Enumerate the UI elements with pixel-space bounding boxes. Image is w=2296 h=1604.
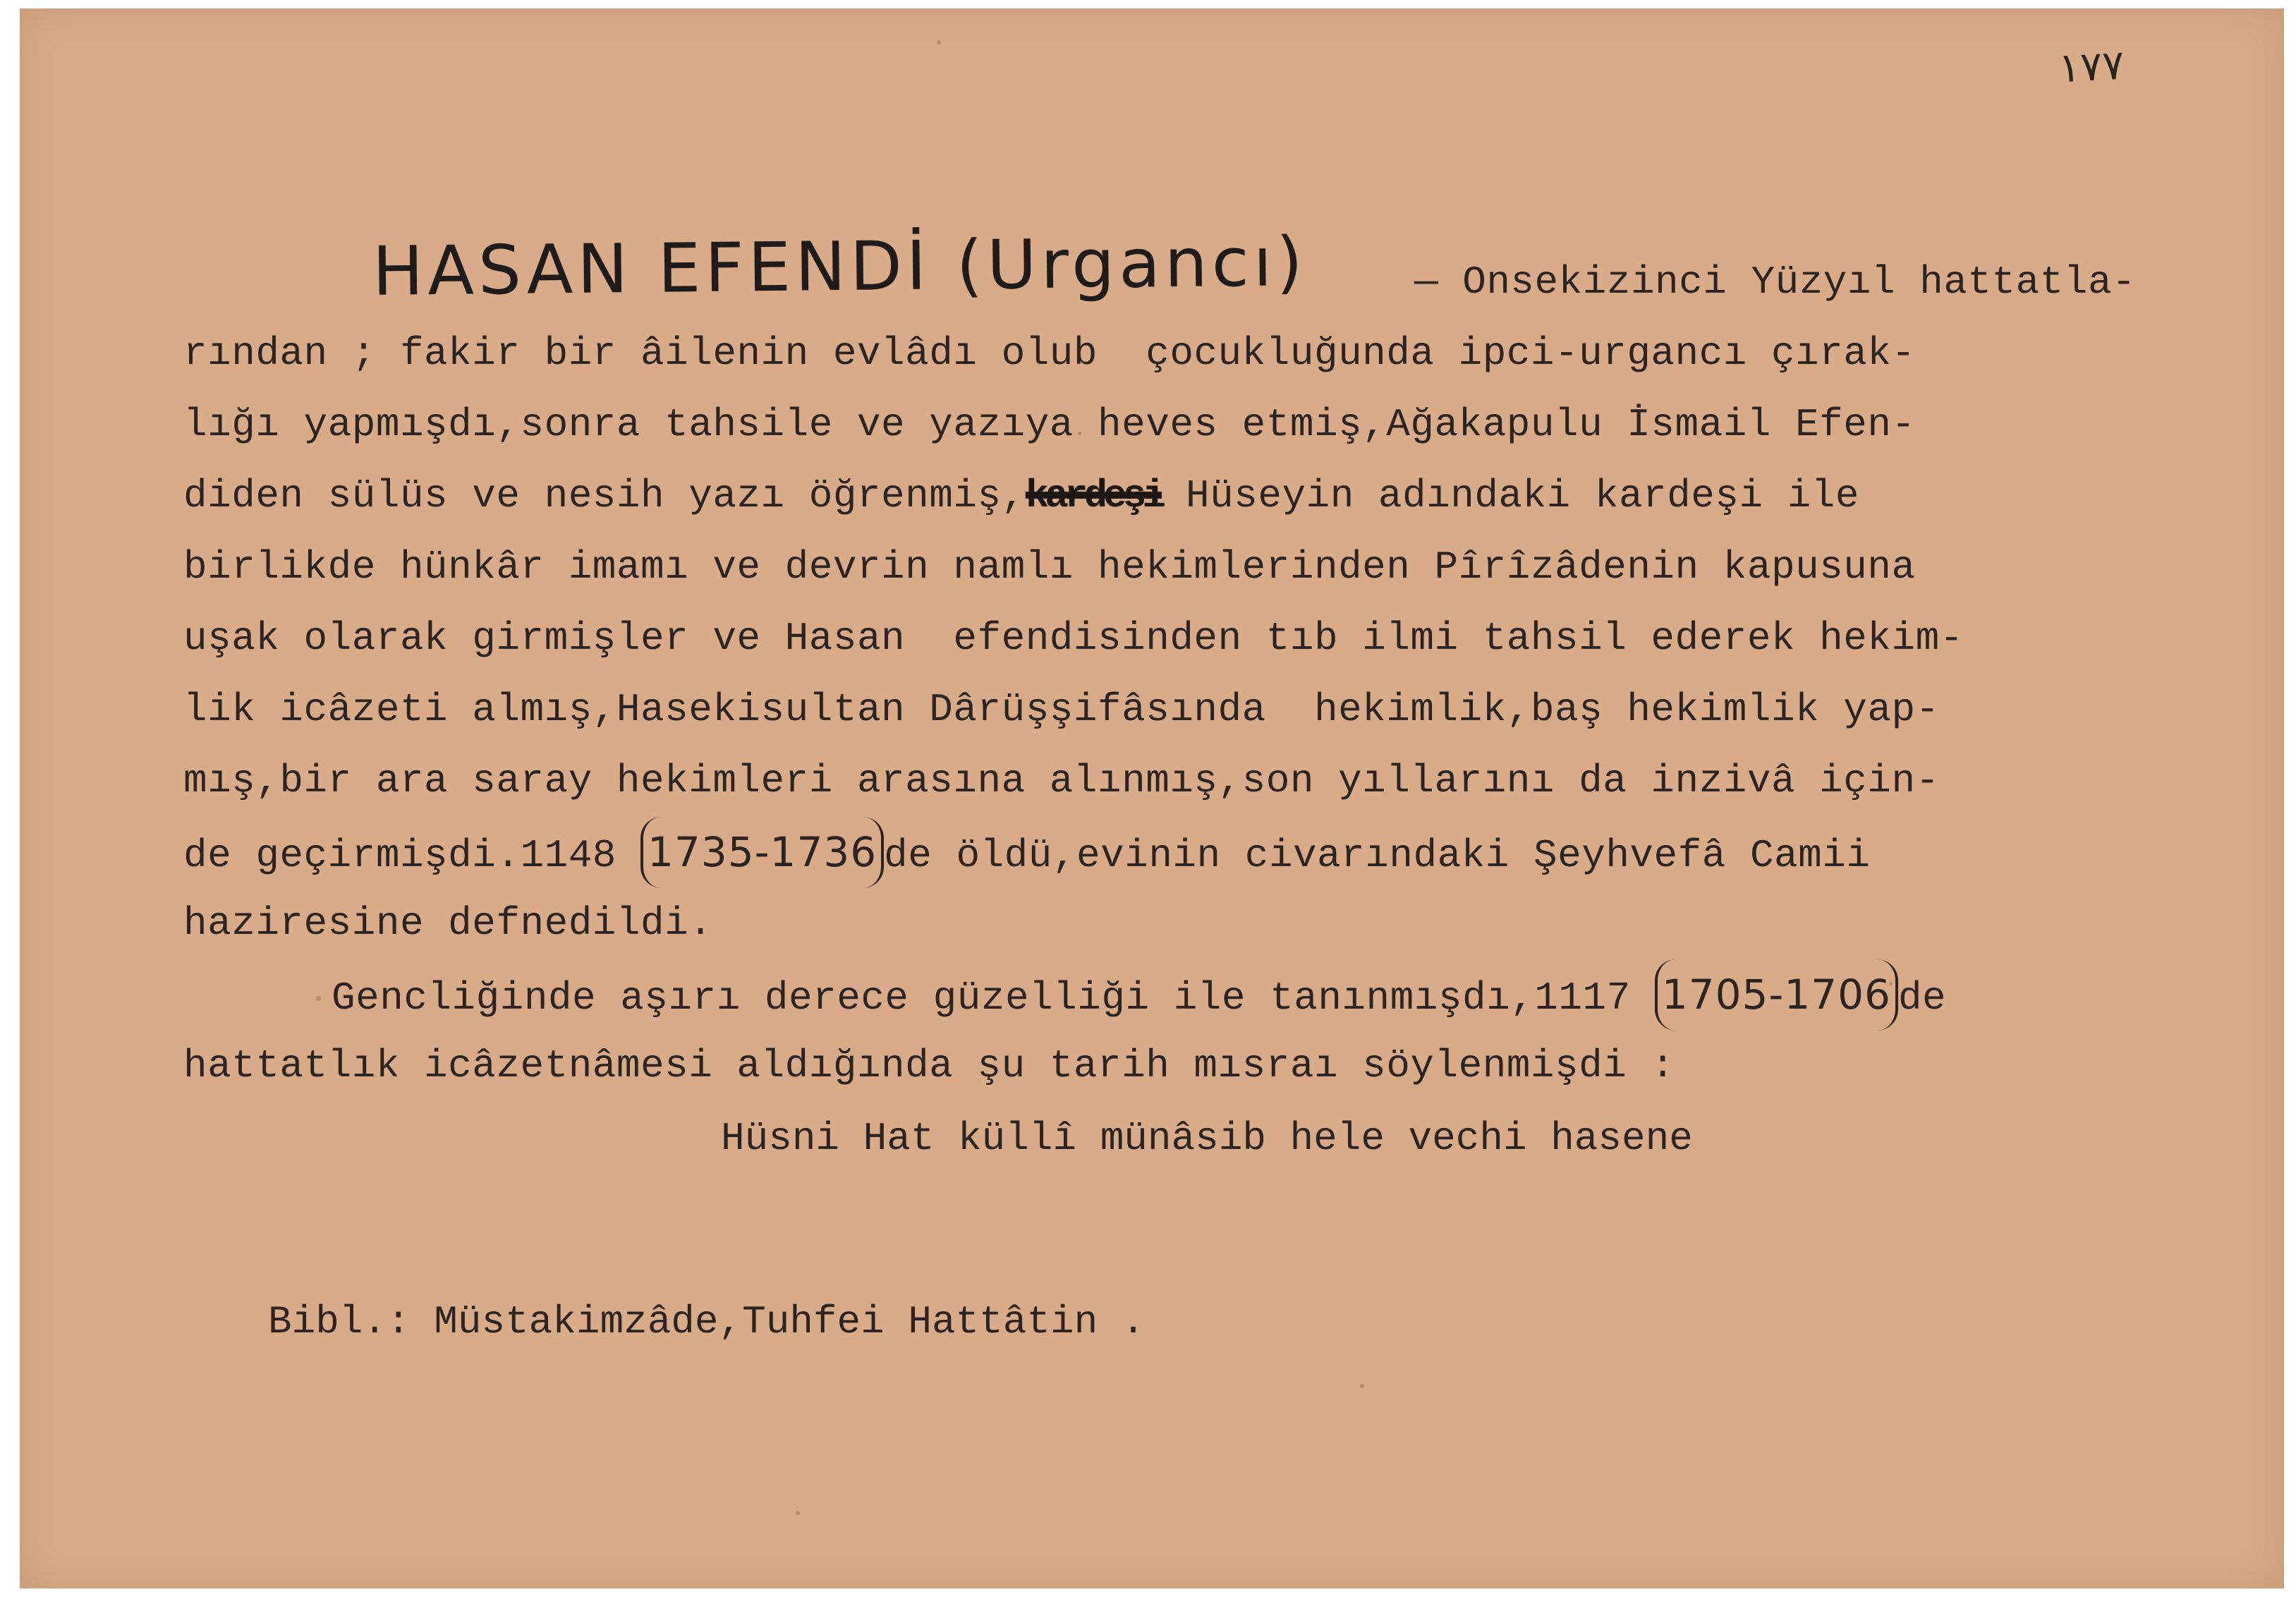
bibliography: Bibl.: Müstakimzâde,Tuhfei Hattâtin . xyxy=(268,1299,1146,1344)
body-line: hattatlık icâzetnâmesi aldığında şu tarih mısraı söylenmişdi : xyxy=(183,1043,1675,1088)
body-line: — Onsekizinci Yüzyıl hattatla- xyxy=(1414,260,2137,305)
page-number: ١٧٧ xyxy=(2057,40,2126,92)
entry-heading: HASAN EFENDİ (Urgancı) xyxy=(372,222,1308,311)
body-line: Gencliğinde aşırı derece güzelliği ile tanınmışdı,1117 1705-1706 de xyxy=(183,959,2271,1031)
body-line: lığı yapmışdı,sonra tahsile ve yazıya heves etmiş,Ağakapulu İsmail Efen- xyxy=(183,402,1916,447)
body-line: rından ; fakir bir âilenin evlâdı olub çocukluğunda ipci-urgancı çırak- xyxy=(183,331,1916,376)
body-line: de geçirmişdi.1148 1735-1736 de öldü,evinin civarındaki Şeyhvefâ Camii xyxy=(183,817,2271,888)
paper-speck xyxy=(937,40,941,44)
struck-word: kardeşi xyxy=(1025,473,1162,518)
handwritten-years: 1735-1736 xyxy=(640,817,884,888)
body-line: lik icâzeti almış,Hasekisultan Dârüşşifâsında hekimlik,baş hekimlik yap- xyxy=(183,687,1940,732)
body-line: birlikde hünkâr imamı ve devrin namlı hekimlerinden Pîrîzâdenin kapusuna xyxy=(183,545,1916,590)
entry-body xyxy=(183,247,2271,1102)
body-line: mış,bir ara saray hekimleri arasına alınmış,son yıllarını da inzivâ için- xyxy=(183,758,1940,803)
body-line: diden sülüs ve nesih yazı öğrenmiş,kardeşi Hüseyin adındaki kardeşi ile xyxy=(183,461,2271,532)
handwritten-years: 1705-1706 xyxy=(1655,959,1898,1031)
verse-line: Hüsni Hat küllî münâsib hele vechi hasene xyxy=(721,1116,1693,1161)
paper-speck xyxy=(796,1511,800,1515)
paper-speck xyxy=(1360,1384,1364,1388)
catalog-card xyxy=(20,8,2284,1588)
body-line: uşak olarak girmişler ve Hasan efendisinden tıb ilmi tahsil ederek hekim- xyxy=(183,616,1964,661)
body-line: haziresine defnedildi. xyxy=(183,901,713,946)
